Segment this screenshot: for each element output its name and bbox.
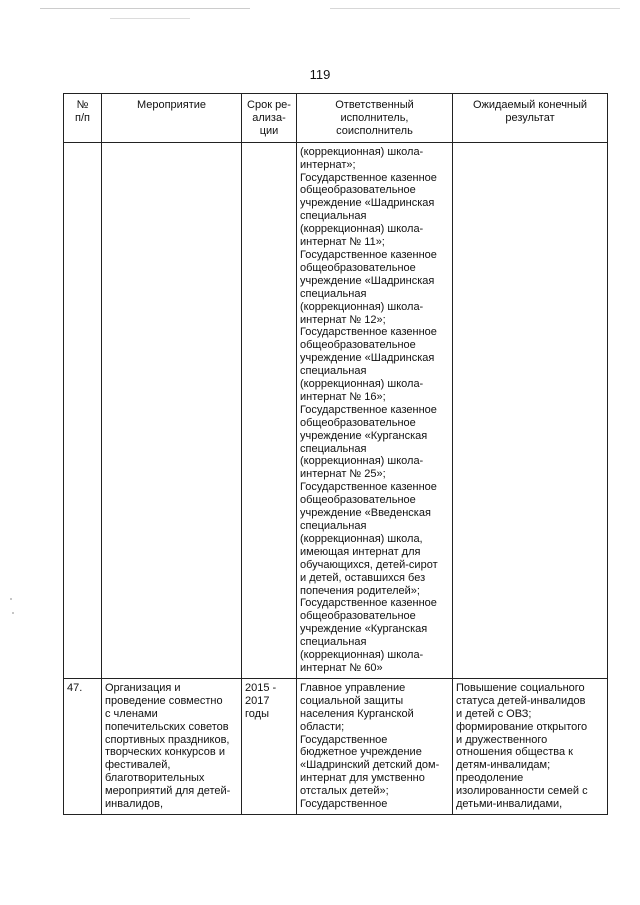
cell-text-line: статуса детей-инвалидов	[456, 694, 586, 707]
cell-text-line: годы	[245, 707, 269, 720]
scan-artifact-dot	[12, 612, 14, 614]
cell-text-line: изолированности семей с	[456, 785, 588, 798]
cell-text-line: (коррекционная) школа-	[300, 223, 424, 236]
cell-text-line: и дружественного	[456, 733, 548, 746]
cell-text-line: отсталых детей»;	[300, 785, 389, 798]
cell-text-line: детям-инвалидам;	[456, 759, 551, 772]
cell-text-line: «Шадринский детский дом-	[300, 759, 440, 772]
cell-text-line: общеобразовательное	[300, 610, 416, 623]
cell-text-line: и детей с ОВЗ;	[456, 707, 532, 720]
cell-text-line: населения Курганской	[300, 707, 414, 720]
cell-text-line: Государственное казенное	[300, 248, 437, 261]
cell-text-line: Ожидаемый конечный	[472, 99, 588, 111]
cell-text-line: Мероприятие	[136, 99, 207, 111]
cell-text-line: учреждение «Курганская	[300, 429, 428, 442]
cell-text-line: Ответственный	[335, 99, 414, 111]
cell-term	[242, 678, 297, 814]
cell-text-line: проведение совместно	[105, 694, 223, 707]
cell-text-line: Государственное казенное	[300, 597, 437, 610]
cell-text-line: (коррекционная) школа-	[300, 145, 424, 158]
table-row	[64, 678, 608, 814]
cell-text-line: учреждение «Введенская	[300, 507, 431, 520]
cell-text-line: ализа-	[252, 111, 286, 124]
cell-text-line: формирование открытого	[456, 720, 588, 733]
header-result	[453, 94, 608, 143]
cell-text-line: Государственное	[300, 798, 388, 811]
cell-number	[64, 678, 102, 814]
cell-text-line: общеобразовательное	[300, 339, 416, 352]
cell-text-line: общеобразовательное	[300, 494, 416, 507]
cell-text-line: мероприятий для детей-	[105, 785, 231, 798]
cell-text-line: попечения родителей»;	[300, 584, 420, 597]
cell-text-line: специальная	[300, 636, 367, 649]
cell-text-line: Государственное казенное	[300, 326, 437, 339]
cell-text-line: п/п	[75, 111, 90, 124]
cell-text-line: фестивалей,	[105, 759, 171, 772]
cell-executor	[297, 678, 453, 814]
cell-text-line: интернат»;	[300, 158, 356, 171]
cell-text-line: интернат № 11»;	[300, 236, 385, 249]
cell-text-line: ции	[259, 124, 279, 137]
page-number: 119	[309, 67, 331, 82]
cell-text-line: учреждение «Шадринская	[300, 352, 435, 365]
cell-text-line: результат	[505, 111, 555, 124]
cell-text-line: творческих конкурсов и	[105, 746, 225, 759]
cell-text-line: специальная	[300, 365, 367, 378]
cell-text-line: интернат для умственно	[300, 772, 425, 785]
cell-text-line: имеющая интернат для	[300, 545, 421, 558]
cell-text-line: специальная	[300, 287, 367, 300]
cell-text-line: 2015 -	[245, 681, 277, 694]
scan-artifact-line	[40, 8, 250, 9]
measures-table	[63, 93, 608, 815]
cell-text-line: учреждение «Шадринская	[300, 197, 435, 210]
scan-artifact-line	[330, 8, 620, 9]
cell-text-line: (коррекционная) школа-	[300, 455, 424, 468]
cell-result	[453, 678, 608, 814]
header-executor	[297, 94, 453, 143]
cell-text-line: соисполнитель	[336, 124, 413, 137]
cell-number	[64, 142, 102, 678]
cell-text-line: Государственное казенное	[300, 403, 437, 416]
cell-text-line: и детей, оставшихся без	[300, 571, 426, 584]
cell-text-line: специальная	[300, 210, 367, 223]
cell-text-line: №	[76, 99, 89, 111]
cell-executor	[297, 142, 453, 678]
cell-text-line: с членами	[105, 707, 158, 720]
cell-term	[242, 142, 297, 678]
cell-text-line: учреждение «Курганская	[300, 623, 428, 636]
header-number	[64, 94, 102, 143]
cell-text-line: интернат № 16»;	[300, 390, 386, 403]
cell-text-line: Государственное казенное	[300, 171, 437, 184]
cell-text-line: преодоление	[456, 772, 524, 785]
cell-text-line: специальная	[300, 520, 367, 532]
cell-text-line: учреждение «Шадринская	[300, 274, 435, 287]
cell-event	[102, 678, 242, 814]
table-row	[64, 142, 608, 678]
cell-text-line: Главное управление	[300, 681, 406, 694]
header-term	[242, 94, 297, 143]
cell-text-line: обучающихся, детей-сирот	[300, 558, 438, 571]
cell-text-line: (коррекционная) школа-	[300, 378, 424, 391]
cell-text-line: 2017	[245, 694, 270, 707]
cell-text-line: Срок ре-	[247, 99, 291, 111]
cell-text-line: попечительских советов	[105, 720, 229, 733]
cell-text-line: Повышение социального	[456, 681, 585, 694]
cell-text-line: исполнитель,	[340, 111, 409, 124]
cell-text-line: (коррекционная) школа-	[300, 300, 424, 313]
cell-text-line: интернат № 60»	[300, 661, 383, 674]
cell-text-line: социальной защиты	[300, 694, 404, 707]
cell-event	[102, 142, 242, 678]
cell-text-line: интернат № 12»;	[300, 313, 386, 326]
cell-text-line: интернат № 25»;	[300, 468, 386, 481]
cell-text-line: детьми-инвалидами,	[456, 798, 563, 811]
cell-text-line: специальная	[300, 442, 367, 455]
header-event	[102, 94, 242, 143]
table-header-row	[64, 94, 608, 143]
cell-text-line: области;	[300, 720, 345, 733]
cell-text-line: (коррекционная) школа,	[300, 532, 423, 545]
cell-text-line: бюджетное учреждение	[300, 746, 422, 759]
cell-text-line: (коррекционная) школа-	[300, 649, 424, 662]
cell-text-line: Организация и	[105, 681, 181, 694]
cell-text-line: общеобразовательное	[300, 416, 416, 429]
cell-text-line: общеобразовательное	[300, 184, 416, 197]
cell-text-line: 47.	[67, 681, 83, 694]
scan-artifact-line	[110, 18, 190, 19]
cell-text-line: спортивных праздников,	[105, 733, 230, 746]
cell-text-line: Государственное	[300, 733, 388, 746]
cell-result	[453, 142, 608, 678]
cell-text-line: отношения общества к	[456, 746, 573, 759]
scan-artifact-dot	[10, 598, 12, 600]
cell-text-line: общеобразовательное	[300, 261, 416, 274]
cell-text-line: благотворительных	[105, 772, 205, 785]
cell-text-line: Государственное казенное	[300, 481, 437, 494]
cell-text-line: инвалидов,	[105, 798, 164, 811]
